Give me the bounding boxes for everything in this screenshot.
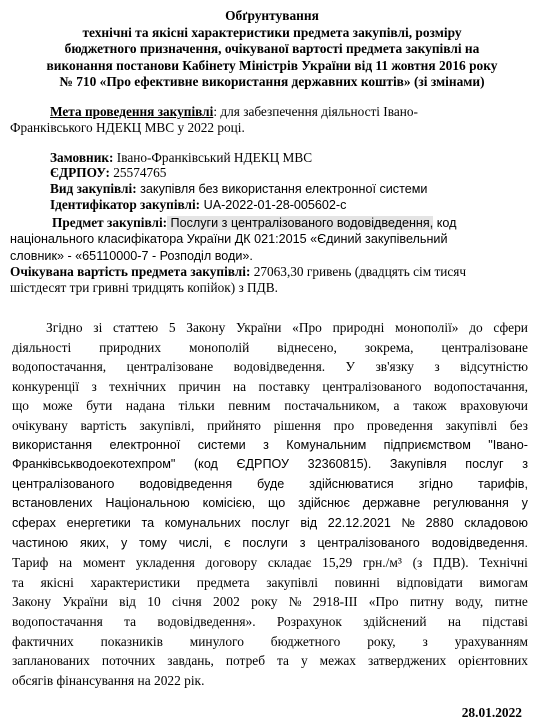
- word: 5: [168, 320, 176, 335]
- purpose-text-cont: Франківського НДЕКЦ МВС у 2022 році.: [10, 120, 245, 136]
- word: на: [233, 378, 247, 394]
- word: (з: [412, 555, 423, 571]
- word: а: [393, 398, 400, 414]
- expected-cost-value: 27063,30 гривень (двадцять сім тисяч: [250, 264, 467, 279]
- word: у: [521, 496, 528, 511]
- word: 15,29: [322, 555, 353, 571]
- procurement-type-value: закупівля без використання електронної системи: [136, 182, 428, 196]
- word: у: [300, 653, 308, 669]
- procurement-type-label: Вид закупівлі:: [50, 181, 137, 196]
- title-line: № 710 «Про ефективне використання державних коштів» (зі змінами): [59, 74, 485, 90]
- title-line: технічні та якісні характеристики предмета закупівлі, розміру: [82, 24, 462, 40]
- subject-text-tail: код: [433, 216, 457, 230]
- word: сферах: [12, 515, 56, 530]
- word: відсутністю: [460, 359, 528, 375]
- word: водовідведення.: [233, 359, 326, 375]
- word: від: [300, 515, 318, 530]
- word: комунальних: [164, 515, 241, 530]
- word: Національною: [105, 496, 190, 511]
- word: водовідведення: [139, 476, 233, 491]
- document-title: [8, 8, 536, 91]
- subject-classifier: національного класифікатора України ДК 021:2015 «Єдиний закупівельний: [10, 232, 448, 247]
- word: здійснюватися: [309, 476, 394, 491]
- word: природні: [332, 320, 385, 335]
- paragraph-line: [12, 592, 528, 612]
- word: підприємством: [383, 437, 471, 452]
- procurement-type-row: [10, 181, 530, 197]
- word: завдань,: [167, 653, 214, 669]
- word: яких,: [79, 535, 110, 550]
- word: причин: [178, 378, 221, 394]
- word: послуг: [251, 515, 290, 530]
- word: згідно: [418, 476, 454, 491]
- word: електронної: [109, 437, 181, 452]
- purpose-text: : для забезпечення діяльності Івано-: [213, 104, 418, 119]
- paragraph-line: [12, 377, 528, 397]
- title-line: бюджетного призначення, очікуваної вартості предмета закупівлі на: [64, 41, 480, 57]
- word: характеристики: [90, 574, 181, 590]
- word: централізоване: [126, 359, 214, 375]
- word: та: [277, 653, 289, 669]
- paragraph-line: [12, 553, 528, 573]
- paragraph-line: [12, 318, 528, 338]
- expected-cost-words: шістдесят три гривні тридцять копійок) з ПДВ.: [10, 280, 278, 296]
- word: 2002: [213, 594, 240, 610]
- word: до: [469, 320, 483, 335]
- subject-label: Предмет закупівлі:: [52, 215, 168, 230]
- paragraph-line: [12, 436, 528, 456]
- word: рішення: [273, 417, 321, 433]
- word: певним: [228, 398, 271, 414]
- paragraph-line: [12, 651, 528, 671]
- word: з: [422, 633, 428, 649]
- word: «Про: [292, 320, 322, 335]
- word: частиною: [12, 535, 69, 550]
- word: України: [62, 594, 108, 610]
- word: минулого: [189, 633, 244, 649]
- paragraph-line: [12, 455, 528, 475]
- word: конкуренції: [12, 378, 80, 394]
- subject-code: словник» - «65110000-7 - Розподіл води».: [10, 248, 253, 263]
- word: водопостачання: [12, 613, 103, 629]
- word: Технічні: [479, 555, 528, 571]
- word: централізованого: [12, 476, 115, 491]
- word: Закону: [12, 594, 52, 610]
- word: "Івано-: [488, 437, 528, 452]
- paragraph-line: [12, 396, 528, 416]
- word: показників: [100, 633, 163, 649]
- word: Тариф: [12, 555, 49, 571]
- word: здійснений: [363, 613, 427, 629]
- word: водовідведення.: [431, 535, 528, 550]
- word: централізованого: [322, 378, 422, 394]
- word: числі,: [178, 535, 213, 550]
- word: може: [42, 398, 73, 414]
- word: що: [12, 398, 30, 414]
- word: потреб: [225, 653, 266, 669]
- word: зі: [93, 320, 103, 335]
- word: року: [251, 594, 278, 610]
- word: з: [522, 457, 528, 472]
- subject-text: Послуги з централізованого водовідведення,: [167, 216, 434, 230]
- word: використання: [12, 437, 93, 452]
- word: ЄДРПОУ: [236, 457, 290, 472]
- word: укладення: [135, 555, 195, 571]
- word: зокрема,: [364, 339, 414, 355]
- word: Згідно: [46, 320, 83, 335]
- paragraph-line: обсягів фінансування на 2022 рік.: [12, 672, 205, 688]
- word: 22.12.2021: [327, 515, 391, 530]
- word: від: [119, 594, 136, 610]
- customer-label: Замовник:: [50, 150, 114, 165]
- word: державне: [362, 496, 421, 511]
- purpose-label: Мета проведення закупівлі: [50, 104, 214, 119]
- word: підставі: [482, 613, 528, 629]
- word: запланованих: [12, 653, 90, 669]
- word: 32360815).: [307, 457, 372, 472]
- word: Розрахунок: [276, 613, 342, 629]
- word: тарифів,: [477, 476, 528, 491]
- word: водопостачання,: [12, 359, 107, 375]
- word: та: [141, 515, 155, 530]
- word: Комунальним: [286, 437, 367, 452]
- word: прийнято: [207, 417, 261, 433]
- word: зв'язку: [375, 359, 414, 375]
- word: що: [268, 496, 286, 511]
- edrpou-row: [10, 165, 530, 181]
- word: проведення: [366, 417, 433, 433]
- title-line: виконання постанови Кабінету Міністрів України від 11 жовтня 2016 року: [46, 57, 498, 73]
- word: враховуючи: [460, 398, 528, 414]
- paragraph-line: [12, 573, 528, 593]
- word: поточних: [101, 653, 156, 669]
- word: тому: [139, 535, 167, 550]
- word: та: [124, 613, 137, 629]
- word: питне: [494, 594, 528, 610]
- word: постачальником,: [284, 398, 380, 414]
- word: затверджених: [367, 653, 447, 669]
- word: на: [447, 613, 461, 629]
- word: з: [91, 378, 97, 394]
- word: року,: [367, 633, 396, 649]
- word: у: [120, 535, 128, 550]
- subject-block: [10, 215, 530, 264]
- word: віднесено,: [277, 339, 337, 355]
- word: «Про: [368, 594, 399, 610]
- word: предмета: [196, 574, 250, 590]
- word: 2880: [425, 515, 454, 530]
- word: фактичних: [12, 633, 74, 649]
- word: бути: [86, 398, 113, 414]
- word: сфери: [493, 320, 528, 335]
- word: поставку: [258, 378, 310, 394]
- word: технічних: [109, 378, 167, 394]
- procurement-id-row: [10, 197, 530, 213]
- expected-cost-block: [10, 264, 530, 297]
- word: України: [235, 320, 282, 335]
- word: відповідати: [396, 574, 463, 590]
- customer-value: Івано-Франківський НДЕКЦ МВС: [113, 150, 313, 165]
- word: 2918-III: [312, 594, 358, 610]
- word: на: [59, 555, 73, 571]
- word: Франківськводоекотехпром": [12, 457, 176, 472]
- paragraph-line: [12, 416, 528, 436]
- procurement-id-value: UA-2022-01-28-005602-c: [200, 198, 347, 212]
- word: складає: [267, 555, 312, 571]
- word: грн./м³: [362, 555, 402, 571]
- word: вимогам: [479, 574, 528, 590]
- procurement-id-label: Ідентифікатор закупівлі:: [50, 197, 201, 212]
- word: січня: [171, 594, 202, 610]
- word: з: [299, 535, 306, 550]
- word: Закону: [186, 320, 226, 335]
- word: орієнтовних: [458, 653, 528, 669]
- word: централізоване: [441, 339, 528, 355]
- word: бюджетного: [270, 633, 341, 649]
- word: централізованого: [317, 535, 420, 550]
- word: У: [345, 359, 356, 375]
- word: закупівлі: [266, 574, 318, 590]
- word: комісією,: [202, 496, 256, 511]
- paragraph-line: [12, 534, 528, 554]
- edrpou-label: ЄДРПОУ:: [50, 165, 110, 180]
- paragraph-line: [12, 494, 528, 514]
- word: складовою: [464, 515, 528, 530]
- word: воду,: [455, 594, 484, 610]
- word: монополій: [188, 339, 250, 355]
- word: 10: [147, 594, 161, 610]
- title-line: Обґрунтування: [225, 8, 319, 23]
- word: діяльності: [12, 339, 72, 355]
- word: очікувану: [12, 417, 68, 433]
- word: закупівлі,: [139, 417, 195, 433]
- word: природних: [99, 339, 162, 355]
- word: з: [263, 437, 269, 452]
- edrpou-value: 25574765: [109, 165, 167, 180]
- word: тільки: [178, 398, 215, 414]
- word: надана: [125, 398, 165, 414]
- word: момент: [82, 555, 126, 571]
- word: №: [401, 515, 415, 530]
- word: №: [288, 594, 302, 610]
- word: урахуванням: [454, 633, 528, 649]
- word: ПДВ).: [433, 555, 469, 571]
- justification-paragraph: [12, 318, 528, 690]
- word: вартість: [80, 417, 127, 433]
- paragraph-line: [12, 475, 528, 495]
- customer-row: [10, 150, 530, 166]
- word: якісні: [40, 574, 74, 590]
- paragraph-line: [12, 357, 528, 377]
- word: повинні: [334, 574, 380, 590]
- word: послуги: [242, 535, 288, 550]
- word: системи: [197, 437, 246, 452]
- paragraph-line: [12, 632, 528, 652]
- word: питну: [409, 594, 444, 610]
- word: також: [413, 398, 447, 414]
- word: з: [434, 359, 440, 375]
- word: встановлених: [12, 496, 93, 511]
- word: послуг: [465, 457, 504, 472]
- word: буде: [257, 476, 285, 491]
- expected-cost-label: Очікувана вартість предмета закупівлі:: [10, 264, 251, 279]
- word: Закупівля: [389, 457, 447, 472]
- word: регулювання: [433, 496, 509, 511]
- purpose-block: [10, 104, 530, 137]
- word: договору: [205, 555, 258, 571]
- word: статтею: [112, 320, 159, 335]
- word: та: [12, 574, 24, 590]
- document-date: 28.01.2022: [461, 705, 522, 720]
- paragraph-line: [12, 514, 528, 534]
- word: про: [333, 417, 355, 433]
- word: монополії»: [394, 320, 459, 335]
- word: водовідведення».: [157, 613, 256, 629]
- word: є: [224, 535, 231, 550]
- word: межах: [319, 653, 356, 669]
- word: здійснює: [298, 496, 350, 511]
- paragraph-line: [12, 612, 528, 632]
- paragraph-line: [12, 338, 528, 358]
- word: без: [509, 417, 528, 433]
- word: водопостачання,: [433, 378, 528, 394]
- word: закупівлі: [445, 417, 498, 433]
- word: (код: [193, 457, 218, 472]
- word: енергетики: [66, 515, 131, 530]
